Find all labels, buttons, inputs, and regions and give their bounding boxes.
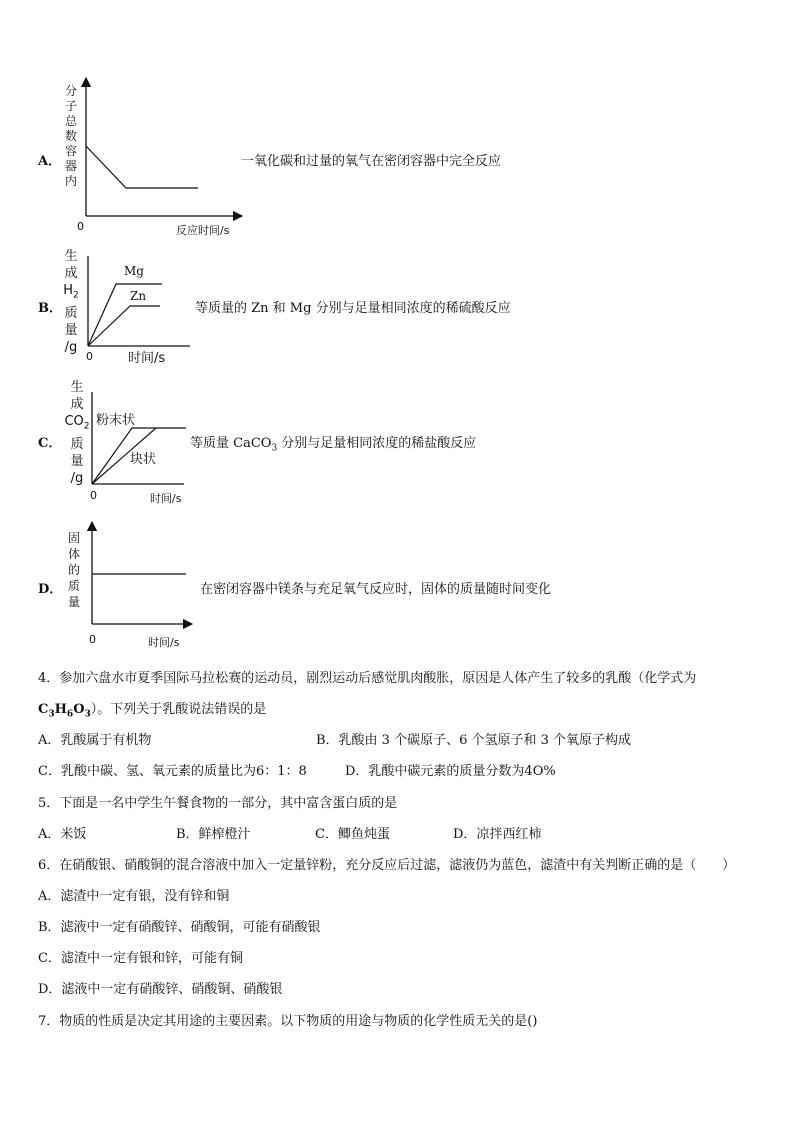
graph-a-origin: 0 bbox=[77, 220, 84, 233]
graph-a bbox=[80, 76, 245, 226]
graph-d bbox=[84, 520, 196, 632]
graph-b-origin: 0 bbox=[86, 350, 93, 363]
graph-d-origin: 0 bbox=[89, 633, 96, 646]
q6-option-b: B．滤液中一定有硝酸锌、硝酸铜，可能有硝酸银 bbox=[38, 920, 321, 935]
q5-stem: 5．下面是一名中学生午餐食物的一部分，其中富含蛋白质的是 bbox=[38, 796, 398, 811]
q4-stem-line2: $C_3H_6O_3$）。下列关于乳酸说法错误的是 bbox=[38, 702, 267, 720]
option-d-letter: D． bbox=[38, 582, 63, 597]
option-c-letter: C． bbox=[38, 436, 62, 451]
q4-option-c: C．乳酸中碳、氢、氧元素的质量比为6：1：8 bbox=[38, 764, 307, 779]
q7-stem: 7．物质的性质是决定其用途的主要因素。以下物质的用途与物质的化学性质无关的是() bbox=[38, 1014, 538, 1029]
graph-c-x-label: 时间/s bbox=[150, 492, 182, 505]
graph-a-description: 一氧化碳和过量的氧气在密闭容器中完全反应 bbox=[241, 154, 502, 169]
graph-c-block-label: 块状 bbox=[130, 452, 157, 467]
graph-a-line bbox=[86, 146, 198, 188]
graph-c-description: 等质量 CaCO$_3$ 分别与足量相同浓度的稀盐酸反应 bbox=[190, 436, 477, 454]
q6-option-a: A．滤渣中一定有银，没有锌和铜 bbox=[38, 889, 230, 904]
q6-stem: 6．在硝酸银、硝酸铜的混合溶液中加入一定量锌粉，充分反应后过滤，滤液仍为蓝色，滤渣中有关判断正确的是（ ） bbox=[38, 858, 736, 873]
q4-option-a: A．乳酸属于有机物 bbox=[38, 733, 152, 748]
graph-a-x-label: 反应时间/s bbox=[176, 224, 230, 237]
q6-option-d: D．滤液中一定有硝酸锌、硝酸铜、硝酸银 bbox=[38, 982, 283, 997]
q4-option-b: B．乳酸由 3 个碳原子、6 个氢原子和 3 个氧原子构成 bbox=[316, 733, 632, 748]
graph-b-mg-line bbox=[88, 284, 162, 346]
option-b-letter: B． bbox=[38, 301, 62, 316]
q5-option-d: D．凉拌西红柿 bbox=[453, 827, 542, 842]
graph-c-origin: 0 bbox=[90, 489, 97, 502]
q4-stem-line1: 4．参加六盘水市夏季国际马拉松赛的运动员，剧烈运动后感觉肌肉酸胀，原因是人体产生了较多的乳酸（化学式为 bbox=[38, 671, 697, 686]
graph-d-y-label: 固 体 的 质 量 bbox=[67, 531, 80, 609]
graph-d-x-label: 时间/s bbox=[148, 636, 180, 649]
q5-option-a: A．米饭 bbox=[38, 827, 87, 842]
graph-b-zn-label: Zn bbox=[130, 289, 147, 303]
q6-option-c: C．滤渣中一定有银和锌，可能有铜 bbox=[38, 951, 243, 966]
graph-b-description: 等质量的 Zn 和 Mg 分别与足量相同浓度的稀硫酸反应 bbox=[195, 301, 511, 316]
graph-b-y-label: 生 成 $H_2$ 质 量 /g bbox=[63, 249, 79, 355]
graph-b-mg-label: Mg bbox=[124, 264, 144, 278]
option-a-letter: A． bbox=[38, 154, 62, 169]
q5-option-b: B．鲜榨橙汁 bbox=[176, 827, 251, 842]
q4-option-d: D．乳酸中碳元素的质量分数为4O% bbox=[345, 764, 556, 779]
graph-d-description: 在密闭容器中镁条与充足氧气反应时，固体的质量随时间变化 bbox=[200, 582, 552, 597]
graph-c-y-label: 生 成 $CO_2$ 质 量 /g bbox=[64, 380, 90, 486]
q5-option-c: C．鲫鱼炖蛋 bbox=[315, 827, 390, 842]
graph-c bbox=[86, 388, 188, 488]
graph-c-powder-label: 粉末状 bbox=[96, 413, 136, 428]
graph-b-zn-line bbox=[88, 306, 160, 346]
graph-b-x-label: 时间/s bbox=[128, 351, 166, 366]
graph-a-y-label: 分 子 总 数 容 器 内 bbox=[64, 84, 77, 188]
